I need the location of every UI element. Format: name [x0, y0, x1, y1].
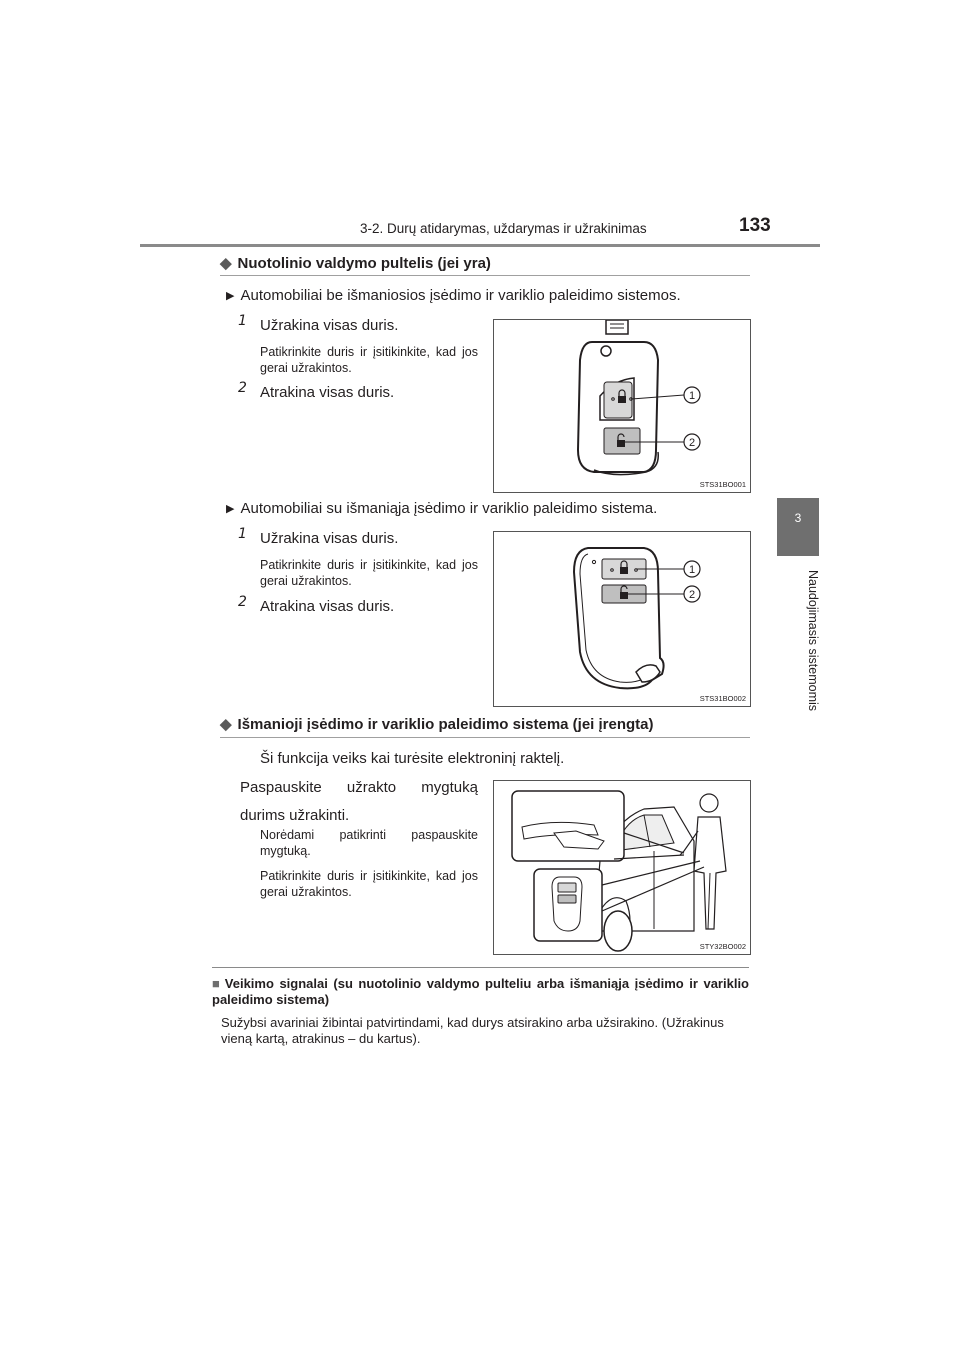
item-text: Užrakina visas duris.: [260, 317, 399, 334]
diamond-icon: ◆: [220, 255, 232, 272]
figure-code: STS31BO001: [699, 480, 746, 489]
footer-rule: [212, 967, 749, 968]
item-note: Patikrinkite duris ir įsitikinkite, kad jos gerai užrakintos.: [260, 558, 478, 588]
section2-note1: Norėdami patikrinti paspauskite mygtuką.: [260, 828, 478, 858]
item-note: Patikrinkite duris ir įsitikinkite, kad jos gerai užrakintos.: [260, 345, 478, 375]
figure-code: STY32BO002: [699, 942, 746, 951]
figure-smart-key: [493, 531, 751, 707]
item-text: Užrakina visas duris.: [260, 530, 399, 547]
subsection-b-heading: ▶ Automobiliai su išmaniąja įsėdimo ir variklio paleidimo sistema.: [226, 500, 658, 517]
triangle-bullet-icon: ▶: [226, 290, 235, 302]
section2-intro: Ši funkcija veiks kai turėsite elektroninį raktelį.: [260, 750, 565, 767]
flip-key-illustration: [494, 320, 750, 492]
item-number: 2: [238, 380, 247, 396]
item-text: Atrakina visas duris.: [260, 598, 395, 615]
section2-rule: [220, 737, 750, 738]
square-bullet-icon: ■: [212, 976, 222, 991]
callout-1: 1: [688, 390, 696, 402]
chapter-tab: [777, 498, 819, 556]
callout-2: 2: [688, 589, 696, 601]
item-number: 2: [238, 594, 247, 610]
smart-key-illustration: [494, 532, 750, 706]
triangle-bullet-icon: ▶: [226, 503, 235, 515]
figure-smart-entry: [493, 780, 751, 955]
chapter-number: 3: [794, 511, 802, 525]
section2-instruction: Paspauskite užrakto mygtuką durims užrakinti.: [240, 779, 478, 824]
item-number: 1: [238, 313, 247, 329]
subsection-a-heading: ▶ Automobiliai be išmaniosios įsėdimo ir variklio paleidimo sistemos.: [226, 287, 681, 304]
item-text: Atrakina visas duris.: [260, 384, 395, 401]
chapter-title: Naudojimasis sistemomis: [806, 570, 820, 712]
smart-entry-illustration: [494, 781, 750, 954]
figure-flip-key: [493, 319, 751, 493]
section1-rule: [220, 275, 750, 276]
page-number: 133: [739, 215, 771, 236]
running-header: 3-2. Durų atidarymas, uždarymas ir užrakinimas: [360, 221, 647, 236]
footer-note-title: ■ Veikimo signalai (su nuotolinio valdymo pulteliu arba išmaniąja įsėdimo ir variklio paleidimo sistema): [212, 976, 749, 1007]
callout-2: 2: [688, 437, 696, 449]
diamond-icon: ◆: [220, 716, 232, 733]
footer-note-text: Sužybsi avariniai žibintai patvirtindami, kad durys atsirakino arba užsirakino. (Užrakinus vieną kartą, atrakinus – du kartus).: [221, 1015, 724, 1046]
callout-1: 1: [688, 564, 696, 576]
figure-code: STS31BO002: [699, 694, 746, 703]
item-number: 1: [238, 526, 247, 542]
section2-title: ◆ Išmanioji įsėdimo ir variklio paleidimo sistema (jei įrengta): [220, 716, 654, 733]
section2-note2: Patikrinkite duris ir įsitikinkite, kad jos gerai užrakintos.: [260, 869, 478, 899]
section1-title: ◆ Nuotolinio valdymo pultelis (jei yra): [220, 255, 491, 272]
header-rule: [140, 244, 820, 247]
